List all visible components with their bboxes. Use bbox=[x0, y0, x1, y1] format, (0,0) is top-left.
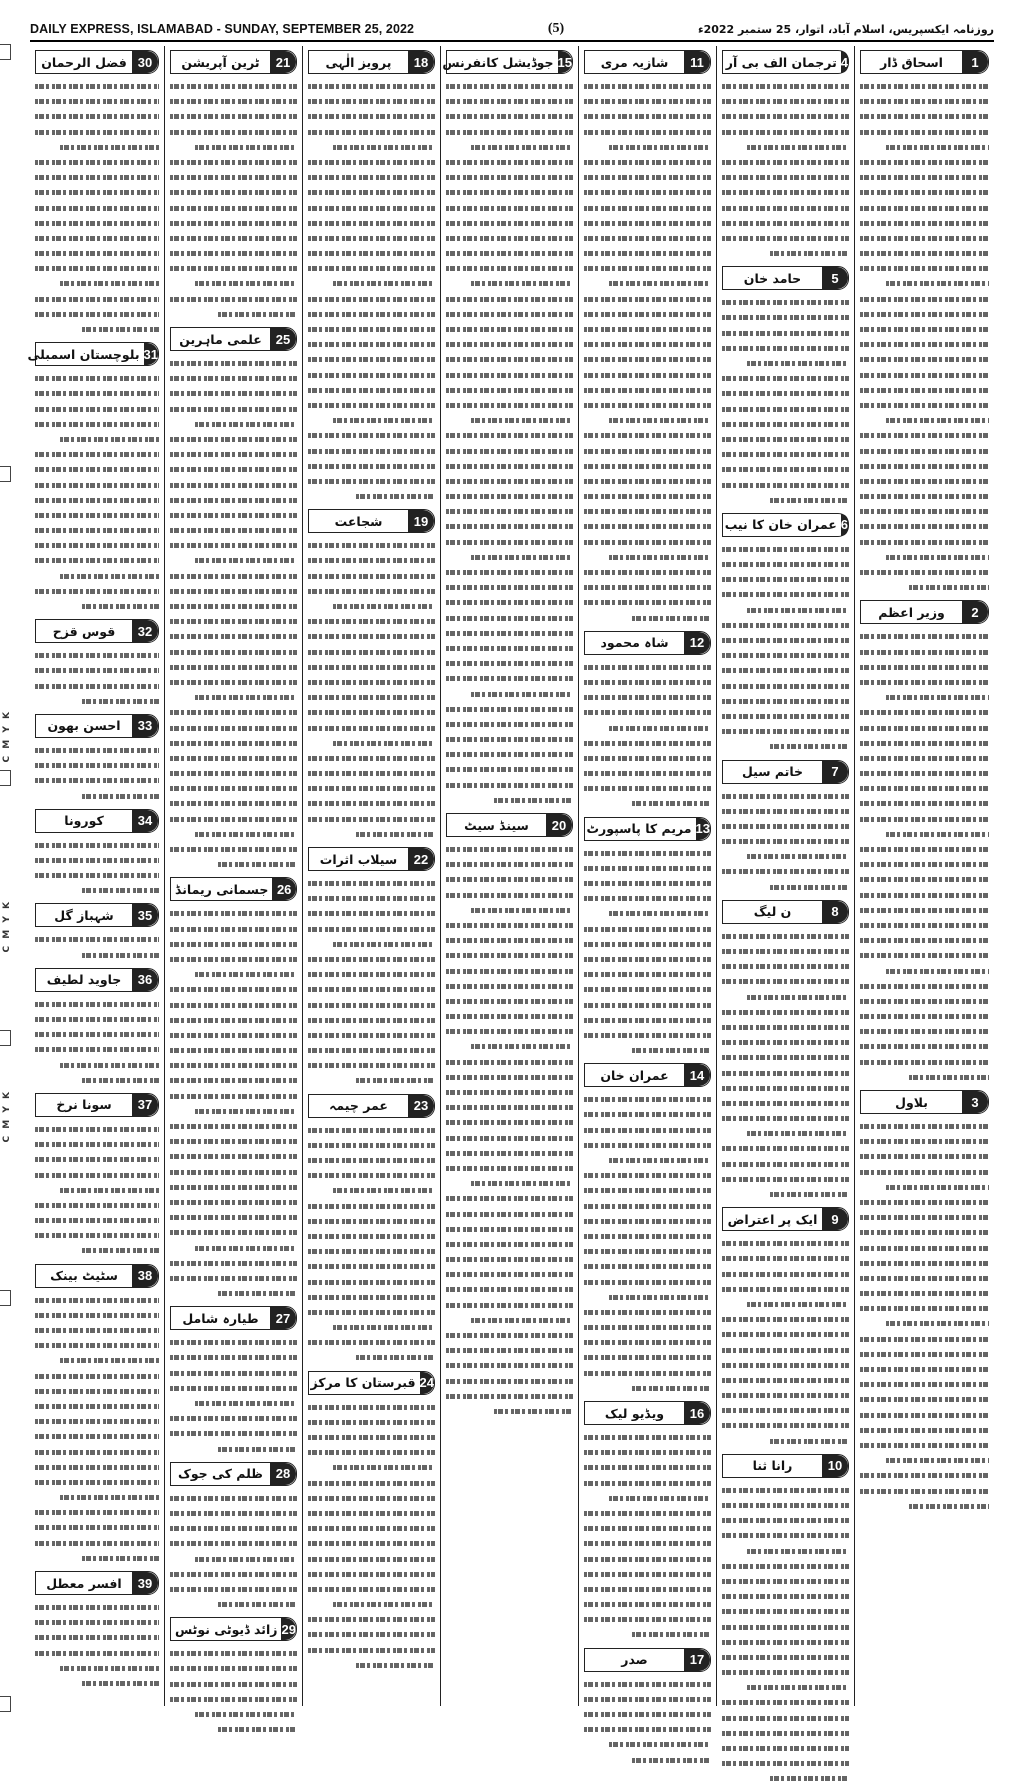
story-heading bbox=[722, 1207, 849, 1231]
story-number: 7 bbox=[822, 761, 848, 783]
story-heading bbox=[722, 50, 849, 74]
masthead-date-urdu: روزنامہ ایکسپریس، اسلام آباد، اتوار، 25 ستمبر 2022ء bbox=[697, 22, 994, 36]
story-21 bbox=[170, 50, 297, 321]
story-title: خاتم سیل bbox=[741, 764, 804, 779]
story-11 bbox=[584, 50, 711, 625]
column-1 bbox=[854, 46, 994, 1706]
story-number: 12 bbox=[684, 632, 710, 654]
story-number: 23 bbox=[408, 1095, 434, 1117]
story-body bbox=[584, 1676, 711, 1767]
story-14 bbox=[584, 1063, 711, 1395]
story-heading bbox=[308, 50, 435, 74]
story-heading bbox=[27, 342, 159, 366]
story-number: 11 bbox=[684, 51, 710, 73]
story-heading bbox=[442, 50, 573, 74]
registration-mark bbox=[0, 1030, 11, 1046]
story-number: 32 bbox=[132, 620, 158, 642]
story-body bbox=[35, 742, 159, 803]
story-2 bbox=[860, 600, 989, 1084]
story-heading bbox=[722, 1454, 849, 1478]
story-number: 29 bbox=[281, 1618, 296, 1640]
story-15 bbox=[442, 50, 573, 807]
registration-mark bbox=[0, 1696, 11, 1712]
page-number: (5) bbox=[547, 21, 565, 36]
story-body bbox=[584, 78, 711, 625]
story-30 bbox=[35, 50, 159, 336]
story-heading bbox=[170, 1617, 297, 1641]
story-number: 38 bbox=[132, 1265, 158, 1287]
story-number: 21 bbox=[270, 51, 296, 73]
story-heading bbox=[584, 817, 711, 841]
story-number: 17 bbox=[684, 1649, 710, 1671]
story-number: 36 bbox=[132, 969, 158, 991]
story-number: 25 bbox=[270, 328, 296, 350]
column-6 bbox=[164, 46, 302, 1706]
story-heading bbox=[860, 50, 989, 74]
story-heading bbox=[722, 900, 849, 924]
story-body bbox=[35, 1292, 159, 1565]
story-title: ن لیگ bbox=[753, 904, 792, 920]
masthead-date-english: DAILY EXPRESS, ISLAMABAD - SUNDAY, SEPTEMBER 25, 2022 bbox=[30, 22, 415, 36]
story-title: رانا ثنا bbox=[752, 1458, 793, 1474]
story-body bbox=[35, 1121, 159, 1258]
story-heading bbox=[35, 50, 159, 74]
story-26 bbox=[170, 877, 297, 1300]
story-title: جاوید لطیف bbox=[46, 972, 122, 988]
story-number: 19 bbox=[408, 510, 434, 532]
story-heading bbox=[308, 847, 435, 871]
story-number: 28 bbox=[270, 1463, 296, 1485]
story-27 bbox=[170, 1306, 297, 1456]
story-body bbox=[584, 659, 711, 811]
story-body bbox=[35, 837, 159, 898]
story-number: 22 bbox=[408, 848, 434, 870]
story-31 bbox=[27, 342, 159, 613]
story-body bbox=[170, 1645, 297, 1736]
story-title: عمر چیمہ bbox=[329, 1098, 388, 1114]
story-18 bbox=[308, 50, 435, 503]
story-title: جسمانی ریمانڈ bbox=[175, 881, 269, 897]
story-16 bbox=[584, 1401, 711, 1642]
story-heading bbox=[722, 513, 849, 537]
story-19 bbox=[308, 509, 435, 841]
story-title: ترجمان الف بی آر bbox=[725, 54, 837, 70]
story-body bbox=[446, 841, 573, 1418]
story-23 bbox=[308, 1094, 435, 1365]
story-heading bbox=[35, 1264, 159, 1288]
story-title: پرویز الٰہی bbox=[325, 54, 392, 70]
columns-container bbox=[27, 46, 994, 1706]
story-title: ٹرین آپریشن bbox=[181, 54, 260, 70]
story-heading bbox=[584, 631, 711, 655]
story-number: 2 bbox=[962, 601, 988, 623]
story-13 bbox=[584, 817, 711, 1058]
story-number: 30 bbox=[132, 51, 158, 73]
story-body bbox=[446, 78, 573, 807]
story-heading bbox=[170, 1306, 297, 1330]
story-title: مریم کا پاسپورٹ bbox=[586, 821, 692, 837]
story-title: عمران خان کا نیب bbox=[724, 517, 837, 533]
masthead bbox=[30, 18, 994, 42]
story-32 bbox=[35, 619, 159, 708]
story-body bbox=[584, 1091, 711, 1395]
story-heading bbox=[35, 809, 159, 833]
story-number: 6 bbox=[841, 514, 848, 536]
story-title: سیلاب اثرات bbox=[319, 851, 398, 867]
story-title: شجاعت bbox=[334, 513, 383, 529]
column-2 bbox=[716, 46, 854, 1706]
story-body bbox=[35, 996, 159, 1087]
story-number: 39 bbox=[132, 1572, 158, 1594]
story-number: 35 bbox=[132, 904, 158, 926]
story-body bbox=[584, 845, 711, 1058]
story-number: 34 bbox=[132, 810, 158, 832]
story-heading bbox=[308, 1094, 435, 1118]
story-body bbox=[722, 1235, 849, 1448]
story-22 bbox=[308, 847, 435, 1088]
story-28 bbox=[170, 1462, 297, 1612]
story-35 bbox=[35, 903, 159, 961]
story-body bbox=[722, 1482, 849, 1786]
story-5 bbox=[722, 266, 849, 507]
story-heading bbox=[35, 1571, 159, 1595]
story-title: حامد خان bbox=[743, 270, 802, 286]
story-24 bbox=[308, 1371, 435, 1672]
story-title: طیارہ شامل bbox=[182, 1310, 259, 1326]
story-heading bbox=[35, 619, 159, 643]
story-title: قبرستان کا مرکز bbox=[310, 1375, 416, 1391]
story-36 bbox=[35, 968, 159, 1087]
story-34 bbox=[35, 809, 159, 898]
story-body bbox=[722, 78, 849, 260]
story-title: علمی ماہرین bbox=[179, 331, 262, 347]
story-heading bbox=[722, 760, 849, 784]
story-body bbox=[170, 905, 297, 1300]
story-number: 10 bbox=[822, 1455, 848, 1477]
story-1 bbox=[860, 50, 989, 594]
story-number: 33 bbox=[132, 715, 158, 737]
story-number: 8 bbox=[822, 901, 848, 923]
story-title: اسحاق ڈار bbox=[880, 54, 943, 70]
story-number: 13 bbox=[696, 818, 710, 840]
story-number: 3 bbox=[962, 1091, 988, 1113]
story-heading bbox=[308, 1371, 435, 1395]
story-6 bbox=[722, 513, 849, 754]
story-number: 20 bbox=[546, 814, 572, 836]
story-title: سینڈ سیٹ bbox=[464, 817, 529, 833]
registration-mark bbox=[0, 44, 11, 60]
story-8 bbox=[722, 900, 849, 1201]
story-title: بلوچستان اسمبلی bbox=[27, 346, 140, 362]
story-number: 16 bbox=[684, 1402, 710, 1424]
story-heading bbox=[170, 50, 297, 74]
story-title: بلاول bbox=[895, 1094, 928, 1110]
story-number: 4 bbox=[841, 51, 848, 73]
cmyk-marker: C M Y K bbox=[2, 1090, 12, 1143]
story-heading bbox=[35, 903, 159, 927]
story-number: 31 bbox=[144, 343, 158, 365]
story-number: 1 bbox=[962, 51, 988, 73]
story-title: شاہ محمود bbox=[600, 635, 669, 651]
story-body bbox=[308, 875, 435, 1088]
story-body bbox=[308, 78, 435, 503]
story-10 bbox=[722, 1454, 849, 1786]
story-3 bbox=[860, 1090, 989, 1513]
story-body bbox=[308, 1122, 435, 1365]
story-title: ظلم کی جوک bbox=[178, 1466, 263, 1482]
story-body bbox=[722, 928, 849, 1201]
story-heading bbox=[860, 1090, 989, 1114]
story-body bbox=[170, 355, 297, 871]
story-39 bbox=[35, 1571, 159, 1690]
story-title: وزیر اعظم bbox=[878, 604, 945, 620]
story-title: احسن بھون bbox=[47, 718, 121, 734]
story-heading bbox=[584, 1401, 711, 1425]
story-25 bbox=[170, 327, 297, 871]
story-number: 37 bbox=[132, 1094, 158, 1116]
story-body bbox=[35, 370, 159, 613]
cmyk-marker: C M Y K bbox=[2, 710, 12, 763]
story-title: جوڈیشل کانفرنس bbox=[442, 54, 554, 70]
story-heading bbox=[170, 877, 297, 901]
story-33 bbox=[35, 714, 159, 803]
story-heading bbox=[860, 600, 989, 624]
story-4 bbox=[722, 50, 849, 260]
story-title: فضل الرحمان bbox=[41, 54, 127, 70]
story-body bbox=[35, 78, 159, 336]
story-37 bbox=[35, 1093, 159, 1258]
cmyk-marker: C M Y K bbox=[2, 900, 12, 953]
story-number: 24 bbox=[420, 1372, 434, 1394]
story-body bbox=[308, 537, 435, 841]
story-number: 27 bbox=[270, 1307, 296, 1329]
story-12 bbox=[584, 631, 711, 811]
story-heading bbox=[35, 714, 159, 738]
story-number: 5 bbox=[822, 267, 848, 289]
column-3 bbox=[578, 46, 716, 1706]
story-body bbox=[170, 1334, 297, 1456]
story-body bbox=[722, 788, 849, 894]
story-title: کورونا bbox=[64, 813, 104, 829]
story-number: 26 bbox=[272, 878, 296, 900]
story-heading bbox=[446, 813, 573, 837]
story-title: عمران خان bbox=[600, 1067, 669, 1083]
registration-mark bbox=[0, 1290, 11, 1306]
column-4 bbox=[440, 46, 578, 1706]
story-7 bbox=[722, 760, 849, 894]
story-body bbox=[860, 78, 989, 594]
story-title: قوس قزح bbox=[52, 623, 116, 639]
story-title: سٹیٹ بینک bbox=[50, 1268, 118, 1284]
story-body bbox=[170, 1490, 297, 1612]
story-body bbox=[35, 647, 159, 708]
story-title: سونا نرخ bbox=[56, 1097, 112, 1113]
story-heading bbox=[722, 266, 849, 290]
story-body bbox=[722, 541, 849, 754]
column-7 bbox=[27, 46, 164, 1706]
story-title: زائد ڈیوٹی نوٹس bbox=[175, 1621, 278, 1637]
story-38 bbox=[35, 1264, 159, 1565]
story-heading bbox=[35, 1093, 159, 1117]
story-heading bbox=[584, 1648, 711, 1672]
story-title: ویڈیو لیک bbox=[604, 1405, 665, 1421]
column-5 bbox=[302, 46, 440, 1706]
story-body bbox=[860, 1118, 989, 1513]
registration-mark bbox=[0, 770, 11, 786]
story-17 bbox=[584, 1648, 711, 1767]
story-body bbox=[35, 1599, 159, 1690]
story-title: صدر bbox=[621, 1652, 648, 1668]
story-number: 9 bbox=[822, 1208, 848, 1230]
story-number: 15 bbox=[558, 51, 572, 73]
story-number: 14 bbox=[684, 1064, 710, 1086]
story-body bbox=[722, 294, 849, 507]
story-heading bbox=[35, 968, 159, 992]
story-title: افسر معطل bbox=[46, 1575, 122, 1591]
story-body bbox=[584, 1429, 711, 1642]
story-heading bbox=[170, 327, 297, 351]
story-body bbox=[860, 628, 989, 1084]
story-20 bbox=[446, 813, 573, 1418]
story-heading bbox=[308, 509, 435, 533]
registration-mark bbox=[0, 466, 11, 482]
story-title: شازیہ مری bbox=[600, 54, 669, 70]
story-29 bbox=[170, 1617, 297, 1736]
story-title: ایک پر اعتراض bbox=[727, 1211, 818, 1227]
story-9 bbox=[722, 1207, 849, 1448]
story-heading bbox=[584, 1063, 711, 1087]
story-number: 18 bbox=[408, 51, 434, 73]
story-body bbox=[170, 78, 297, 321]
story-body bbox=[35, 931, 159, 961]
story-heading bbox=[170, 1462, 297, 1486]
story-title: شہباز گل bbox=[54, 907, 114, 923]
story-heading bbox=[584, 50, 711, 74]
story-body bbox=[308, 1399, 435, 1672]
